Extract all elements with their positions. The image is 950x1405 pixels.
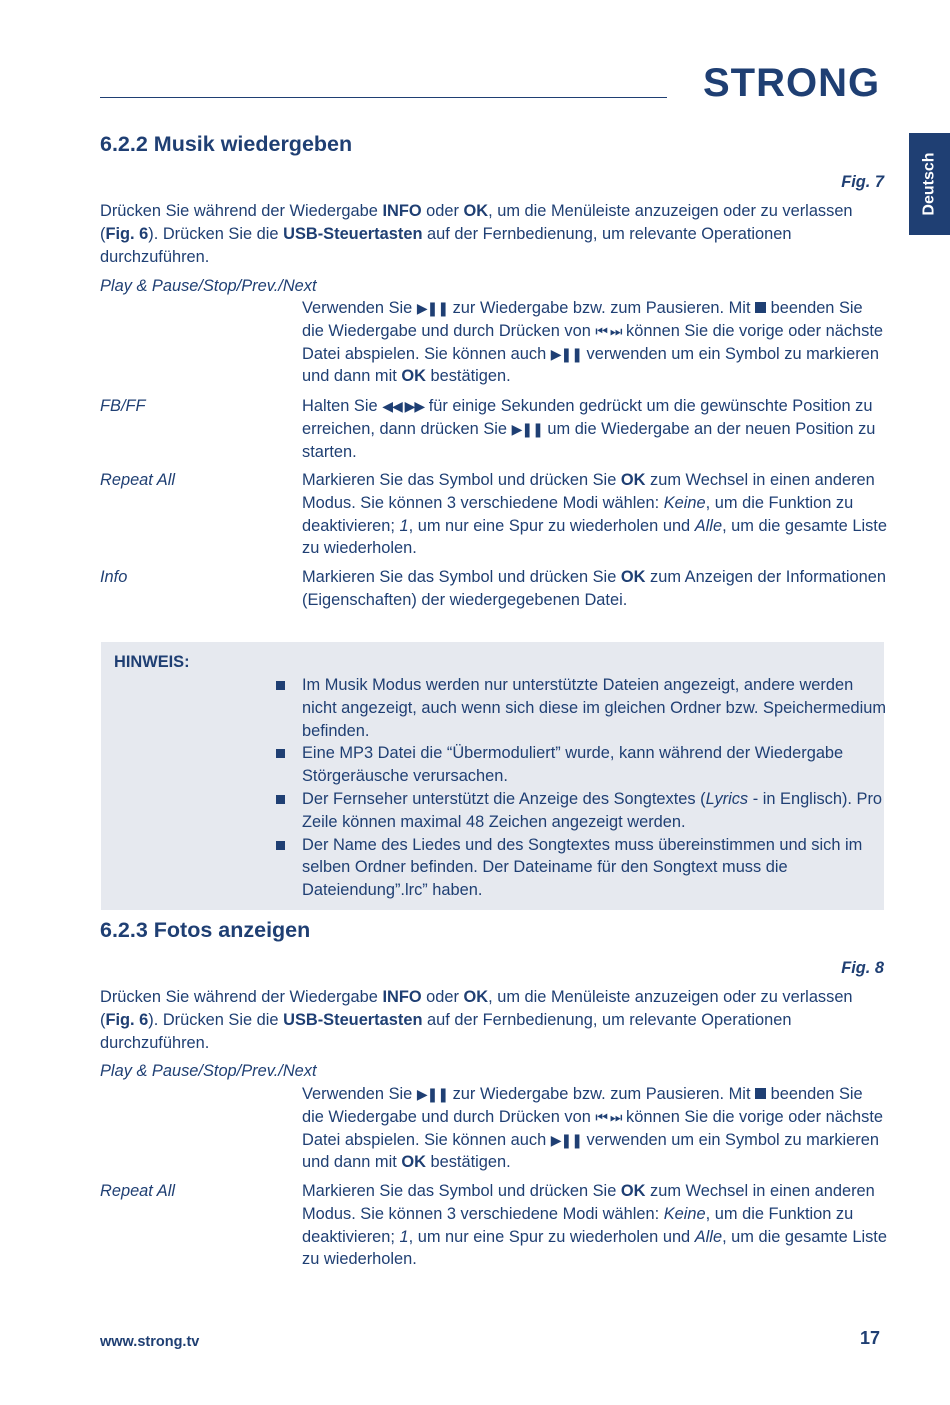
term-repeat-all-photos: Repeat All — [100, 1182, 176, 1200]
desc-play-pause-photos: Verwenden Sie ▶❚❚ zur Wiedergabe bzw. zum Pausieren. Mit beenden Sie die Wiedergabe und durch Drücken von ⏮ ⏭ können Sie die vorige oder nächste Datei abspielen. Sie können auch ▶❚❚ verwenden um ein Symbol zu markieren und dann mit OK bestätigen. — [302, 1085, 883, 1172]
play-pause-icon: ▶❚❚ — [511, 420, 543, 437]
stop-icon — [755, 302, 766, 313]
bullet-square-icon — [276, 795, 285, 804]
prev-next-icon: ⏮ ⏭ — [595, 1108, 622, 1125]
section-heading-music: 6.2.2 Musik wiedergeben — [100, 132, 353, 156]
prev-next-icon: ⏮ ⏭ — [595, 322, 622, 339]
desc-play-pause: Verwenden Sie ▶❚❚ zur Wiedergabe bzw. zum Pausieren. Mit beenden Sie die Wiedergabe und durch Drücken von ⏮ ⏭ können Sie die vorige oder nächste Datei abspielen. Sie können auch ▶❚❚ verwenden um ein Symbol zu markieren und dann mit OK bestätigen. — [302, 299, 883, 386]
play-pause-icon: ▶❚❚ — [550, 1131, 582, 1148]
desc-repeat-all: Markieren Sie das Symbol und drücken Sie OK zum Wechsel in einen anderen Modus. Sie können 3 verschiedene Modi wählen: Keine, um die Funktion zu deaktivieren; 1, um nur eine Spur zu wiederholen und Alle, um die gesamte Liste zu wiederholen. — [302, 471, 887, 558]
bullet-square-icon — [276, 841, 285, 850]
play-pause-icon: ▶❚❚ — [416, 300, 449, 316]
music-intro-paragraph: Drücken Sie während der Wiedergabe INFO oder OK, um die Menüleiste anzuzeigen oder zu verlassen (Fig. 6). Drücken Sie die USB-Steuertasten auf der Fernbedienung, um relevante Operationen durchzuführen. — [100, 202, 853, 266]
term-info: Info — [100, 568, 128, 586]
desc-repeat-all-photos: Markieren Sie das Symbol und drücken Sie OK zum Wechsel in einen anderen Modus. Sie können 3 verschiedene Modi wählen: Keine, um die Funktion zu deaktivieren; 1, um nur eine Spur zu wiederholen und Alle, um die gesamte Liste zu wiederholen. — [302, 1182, 887, 1269]
strong-logo: STRONG — [703, 61, 881, 105]
photos-intro-paragraph: Drücken Sie während der Wiedergabe INFO oder OK, um die Menüleiste anzuzeigen oder zu verlassen (Fig. 6). Drücken Sie die USB-Steuertasten auf der Fernbedienung, um relevante Operationen durchzuführen. — [100, 988, 853, 1052]
note-item: Der Fernseher unterstützt die Anzeige des Songtextes (Lyrics - in Englisch). Pro Zeile können maximal 48 Zeichen angezeigt werden. — [272, 788, 887, 834]
note-item: Der Name des Liedes und des Songtextes muss übereinstimmen und sich im selben Ordner befinden. Der Dateiname für den Songtext muss die Dateiendung”.lrc” haben. — [272, 834, 887, 902]
term-play-pause: Play & Pause/Stop/Prev./Next — [100, 277, 317, 295]
play-pause-icon: ▶❚❚ — [416, 1086, 449, 1102]
note-list — [272, 674, 887, 902]
term-play-pause-photos: Play & Pause/Stop/Prev./Next — [100, 1062, 317, 1080]
language-tab-label: Deutsch — [920, 152, 938, 216]
bullet-square-icon — [276, 749, 285, 758]
note-item: Eine MP3 Datei die “Übermoduliert” wurde, kann während der Wiedergabe Störgeräusche verursachen. — [272, 742, 887, 788]
note-title: HINWEIS: — [114, 653, 190, 671]
desc-fb-ff: Halten Sie ◀◀ ▶▶ für einige Sekunden gedrückt um die gewünschte Position zu erreichen, dann drücken Sie ▶❚❚ um die Wiedergabe an der neuen Position zu starten. — [302, 397, 876, 461]
rewind-forward-icon: ◀◀ ▶▶ — [382, 398, 425, 414]
page-number: 17 — [860, 1328, 881, 1348]
term-fb-ff: FB/FF — [100, 397, 146, 415]
section-heading-photos: 6.2.3 Fotos anzeigen — [100, 918, 311, 942]
language-tab — [909, 133, 950, 235]
footer-url: www.strong.tv — [100, 1334, 200, 1350]
header-divider — [100, 97, 667, 98]
bullet-square-icon — [276, 681, 285, 690]
stop-icon — [755, 1088, 766, 1099]
figure-label-7: Fig. 7 — [841, 173, 884, 191]
play-pause-icon: ▶❚❚ — [550, 345, 582, 362]
desc-info: Markieren Sie das Symbol und drücken Sie OK zum Anzeigen der Informationen (Eigenschaften) der wiedergegebenen Datei. — [302, 568, 887, 609]
term-repeat-all: Repeat All — [100, 471, 176, 489]
note-item: Im Musik Modus werden nur unterstützte Dateien angezeigt, andere werden nicht angezeigt, auch wenn sich diese im gleichen Ordner bzw. Speichermedium befinden. — [272, 674, 887, 742]
figure-label-8: Fig. 8 — [841, 959, 884, 977]
